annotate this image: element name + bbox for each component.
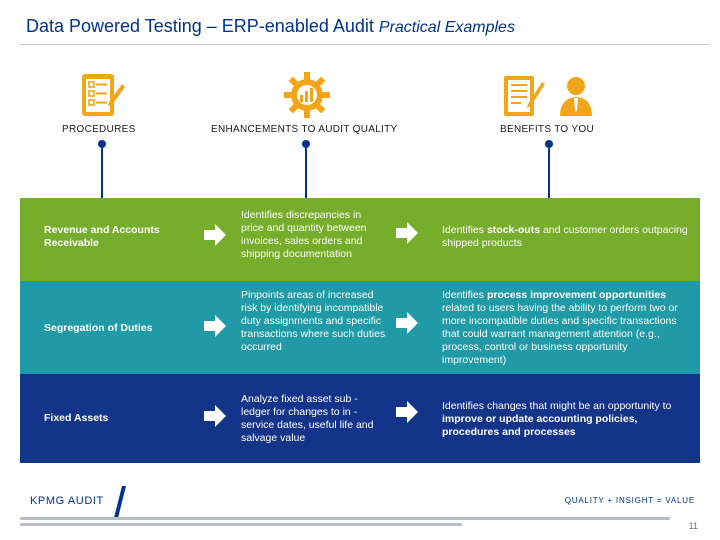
- row-enhancement: Identifies discrepancies in price and quantity between invoices, sales orders and shipping documentation: [241, 209, 367, 260]
- footer-slash-divider: [114, 486, 126, 518]
- document-person-icon: [500, 70, 600, 120]
- row-label: Revenue and Accounts Receivable: [44, 224, 160, 249]
- row-enhancement: Pinpoints areas of increased risk by identifying incompatible duty assignments and specific transactions where such duties occurred: [241, 289, 386, 353]
- page-title: [26, 16, 515, 37]
- column-header-procedures: PROCEDURES: [62, 124, 136, 135]
- gear-chart-icon: [282, 70, 332, 120]
- column-pin-benefits: [545, 140, 553, 198]
- title-divider: [20, 44, 710, 45]
- column-header-benefits: BENEFITS TO YOU: [500, 124, 594, 135]
- footer-brand: KPMG AUDIT: [30, 495, 104, 507]
- row-revenue: [20, 198, 700, 281]
- row-enhancement: Analyze fixed asset sub -ledger for changes to in -service dates, useful life and salvage value: [241, 393, 374, 444]
- page-number: 11: [688, 521, 698, 531]
- arrow-right-icon: [396, 222, 418, 244]
- arrow-right-icon: [204, 224, 226, 246]
- arrow-right-icon: [204, 315, 226, 337]
- title-sub: Practical Examples: [378, 19, 515, 36]
- row-benefit: Identifies process improvement opportunities related to users having the ability to perform two or more incompatible duties and specific transactions that could warrant management attention (e.g., process, control or business opportunity improvement): [442, 289, 678, 366]
- footer-tagline: QUALITY + INSIGHT = VALUE: [564, 496, 695, 505]
- footer-legal-text: [20, 517, 670, 531]
- row-label: Segregation of Duties: [44, 322, 153, 334]
- row-benefit: Identifies changes that might be an opportunity to improve or update accounting policies, procedures and processes: [442, 400, 672, 438]
- title-main: Data Powered Testing – ERP-enabled Audit: [26, 16, 374, 36]
- column-header-enhancements: ENHANCEMENTS TO AUDIT QUALITY: [211, 124, 398, 135]
- arrow-right-icon: [396, 312, 418, 334]
- arrow-right-icon: [396, 401, 418, 423]
- row-segregation: [20, 281, 700, 374]
- checklist-icon: [76, 70, 126, 120]
- arrow-right-icon: [204, 405, 226, 427]
- column-pin-enhancements: [302, 140, 310, 198]
- row-fixed-assets: [20, 374, 700, 463]
- row-label: Fixed Assets: [44, 412, 109, 424]
- row-benefit: Identifies stock-outs and customer orders outpacing shipped products: [442, 224, 688, 249]
- column-pin-procedures: [98, 140, 106, 198]
